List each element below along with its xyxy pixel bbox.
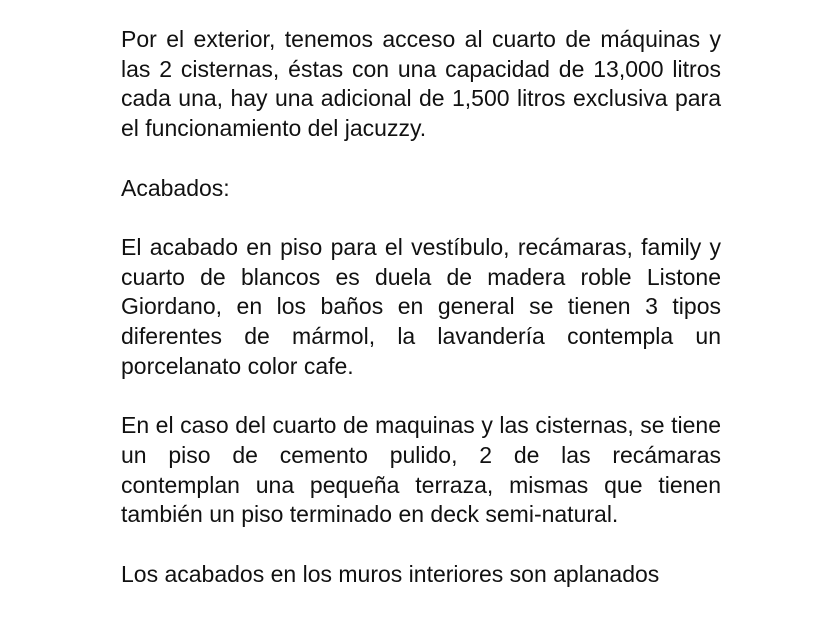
section-heading-acabados: Acabados: <box>121 174 230 201</box>
paragraph-floor-finishes: El acabado en piso para el vestíbulo, recámaras, family y cuarto de blancos es duela de madera roble Listone Giordano, en los baños en general se tienen 3 tipos diferentes de mármol, la lavandería contempla un porcelanato color cafe. <box>121 233 721 379</box>
text-column <box>121 25 721 619</box>
paragraph-machine-room-finishes: En el caso del cuarto de maquinas y las cisternas, se tiene un piso de cemento pulido, 2 de las recámaras contemplan una pequeña terraza, mismas que tienen también un piso terminado en deck semi-natural. <box>121 412 721 528</box>
paragraph-exterior-access: Por el exterior, tenemos acceso al cuarto de máquinas y las 2 cisternas, éstas con una capacidad de 13,000 litros cada una, hay una adicional de 1,500 litros exclusiva para el funcionamiento del jacuzzy. <box>121 26 721 142</box>
paragraph-wall-finishes: Los acabados en los muros interiores son aplanados <box>121 560 660 587</box>
